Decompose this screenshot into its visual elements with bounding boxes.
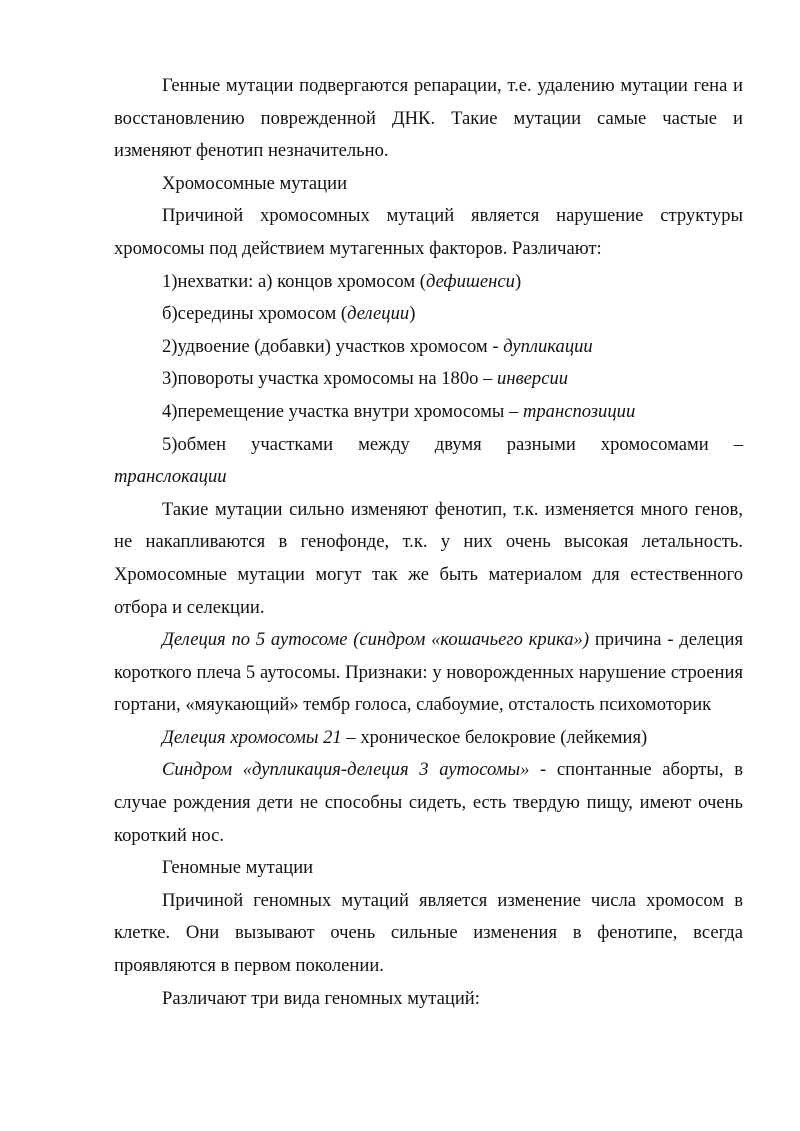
list-item-term: транспозиции <box>522 400 636 422</box>
list-item <box>114 331 743 364</box>
paragraph-cri-du-chat <box>114 624 743 722</box>
paragraph-gene-mutations: Генные мутации подвергаются репарации, т.е. удалению мутации гена и восстановлению поврежденной ДНК. Такие мутации самые частые и изменяют фенотип незначительно. <box>114 75 743 162</box>
list-item-text: б)середины хромосом ( <box>162 303 348 325</box>
paragraph-dup-del-3 <box>114 754 743 852</box>
list-item-5: 5)обмен участками между двумя разными хромосомами – <box>162 433 743 455</box>
paragraph-text: – хроническое белокровие (лейкемия) <box>341 726 648 748</box>
paragraph-chromosomal-effects: Такие мутации сильно изменяют фенотип, т.к. изменяется много генов, не накапливаются в генофонде, т.к. у них очень высокая летальность. Хромосомные мутации могут так же быть материалом для естественного отбора и селекции. <box>114 498 743 618</box>
document-page <box>114 70 743 1015</box>
list-item-text: 1)нехватки: а) концов хромосом ( <box>162 270 426 292</box>
term-deletion-21: Делеция хромосомы 21 <box>162 726 342 748</box>
list-item <box>114 298 743 331</box>
term-cri-du-chat: Делеция по 5 аутосоме (синдром «кошачьего крика») <box>162 629 590 651</box>
paragraph-chromosomal-cause: Причиной хромосомных мутаций является нарушение структуры хромосомы под действием мутагенных факторов. Различают: <box>114 205 743 259</box>
heading-genomic-mutations: Геномные мутации <box>162 857 314 879</box>
list-item-term: дефишенси <box>425 270 515 292</box>
paragraph-text: - спонтанные аборты, в случае рождения дети не способны сидеть, есть твердую пищу, имеют очень короткий нос. <box>114 759 743 846</box>
list-item-text: 3)повороты участка хромосомы на 180о – <box>162 368 498 390</box>
list-item-text: 4)перемещение участка внутри хромосомы – <box>162 400 523 422</box>
list-item <box>114 266 743 299</box>
list-item-tail: ) <box>409 303 416 325</box>
list-item-term: инверсии <box>497 368 569 390</box>
paragraph-genomic-types: Различают три вида геномных мутаций: <box>162 987 480 1009</box>
list-item <box>114 363 743 396</box>
paragraph-text: причина - делеция короткого плеча 5 аутосомы. Признаки: у новорожденных нарушение строения гортани, «мяукающий» тембр голоса, слабоумие, отсталость психомоторик <box>114 629 743 716</box>
list-item-term: дупликации <box>503 335 593 357</box>
list-item-term: делеции <box>347 303 410 325</box>
term-dup-del-3: Синдром «дупликация-делеция 3 аутосомы» <box>162 759 530 781</box>
list-item-tail: ) <box>514 270 522 292</box>
paragraph-deletion-21 <box>114 722 743 755</box>
heading-chromosomal-mutations: Хромосомные мутации <box>162 172 348 194</box>
list-item-5-term-line <box>114 461 743 494</box>
list-item-text: 2)удвоение (добавки) участков хромосом - <box>162 335 504 357</box>
paragraph-genomic-cause: Причиной геномных мутаций является изменение числа хромосом в клетке. Они вызывают очень сильные изменения в фенотипе, всегда проявляются в первом поколении. <box>114 889 743 977</box>
list-item-term: транслокации <box>114 466 227 488</box>
list-item <box>114 396 743 429</box>
